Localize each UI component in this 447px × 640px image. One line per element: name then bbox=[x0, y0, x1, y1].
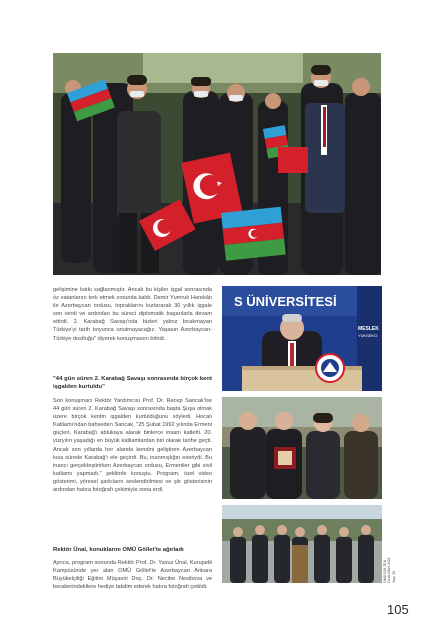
article-paragraph-2-text: Son konuşmacı Rektör Yardımcısı Prof. Dr. Recep Sancak'ise 44 gün süren 2. Karabağ Savaşı sonrasında başta Şuşa olmak üzere birçok kentin işgalden kurtulduğunu söyledi. Hocalı Katliamı'ndan bahseden Sancak, "25 Şubat 1992 yılında Ermeni güçleri, Karabağ'ı ablukaya alarak binlerce insanı katletti. 20. yüzyılın yaşadığı en büyük katliamlardan biri olarak tarihe geçti. Ancak son yıllarda her alanda kendini geliştiren Azerbaycan kısa sürede Karabağ'ı ele geçirdi. Bu, inanmışlığın eseriydi. Bu inancı gerçekleştirirken Azerbaycan ordusu, Ermeniler gibi sivil katliamı yapmadı." şeklinde konuştu. Program, özel video gösterimi, yöresel şarkıların seslendirilmesi ve şiir gösterisinin ardından hatıra fotoğrafı çekimiyle sona erdi. bbox=[53, 398, 212, 494]
page-number: 105 bbox=[387, 602, 409, 617]
photo-gift-presentation bbox=[222, 397, 382, 499]
photo-gift-graphic bbox=[222, 397, 382, 499]
stage-side-text-1: MESLEK bbox=[358, 326, 379, 332]
article-paragraph-3 bbox=[53, 559, 212, 591]
article-paragraph-1-text: gelişimine katkı sağlanmıştır. Ancak bu kişiler işgal sonrasında öz vatanlarını terk etmek zorunda kaldı. Demir Yumruk Harekâtı ile Azerbaycan ordusu, topraklarını kurtararak 30 yıllık işgale son verdi ve ardından bu süreci diplomatik başarılarla devam ettirdi. 2. Karabağ Savaşı'nda bizleri yalnız bırakmayan Türkiye'yi tarih boyunca unutmayacağız. Yaşasın Azerbaycan-Türkiye dostluğu" diyerek konuşmasını bitirdi. bbox=[53, 287, 212, 342]
photo-group-lake bbox=[222, 505, 382, 583]
photo-speaker-podium bbox=[222, 286, 382, 391]
issue-side-label-line-3: Sayı 38 bbox=[391, 570, 396, 583]
article-heading-1: "44 gün süren 2. Karabağ Savaşı sonrasında birçok kent işgalden kurtuldu" bbox=[53, 376, 212, 390]
article-paragraph-1 bbox=[53, 286, 212, 343]
article-heading-2: Rektör Ünal, konuklarını OMÜ Göllet'te ağırladı bbox=[53, 547, 184, 553]
issue-side-label bbox=[383, 557, 396, 583]
article-paragraph-3-text: Ayrıca, program sonunda Rektör Prof. Dr. Yavuz Ünal, Kurupelit Kampüsünde yer alan OMÜ Göllet'te Azerbaycan Ankara Büyükelçiliği Eğitim Müşaviri Doç. Dr. Necibe Nesibova ve beraberindekilere hediye takdim ederek hatıra fotoğrafı çekildi. bbox=[53, 560, 212, 591]
hero-photo-flag-ceremony bbox=[53, 53, 381, 275]
stage-banner-text: S ÜNİVERSİTESİ bbox=[234, 294, 337, 309]
photo-group-graphic bbox=[222, 505, 382, 583]
photo-speaker-graphic bbox=[222, 286, 382, 391]
issue-side-label-line-2: Ocak-Mart 2021 bbox=[387, 557, 392, 583]
hero-photo-graphic bbox=[53, 53, 381, 275]
article-paragraph-2 bbox=[53, 397, 212, 494]
issue-side-label-line-1: OMÜ BÜLTEN bbox=[383, 559, 387, 583]
stage-side-text-2: YÜKSEKO bbox=[358, 333, 378, 338]
